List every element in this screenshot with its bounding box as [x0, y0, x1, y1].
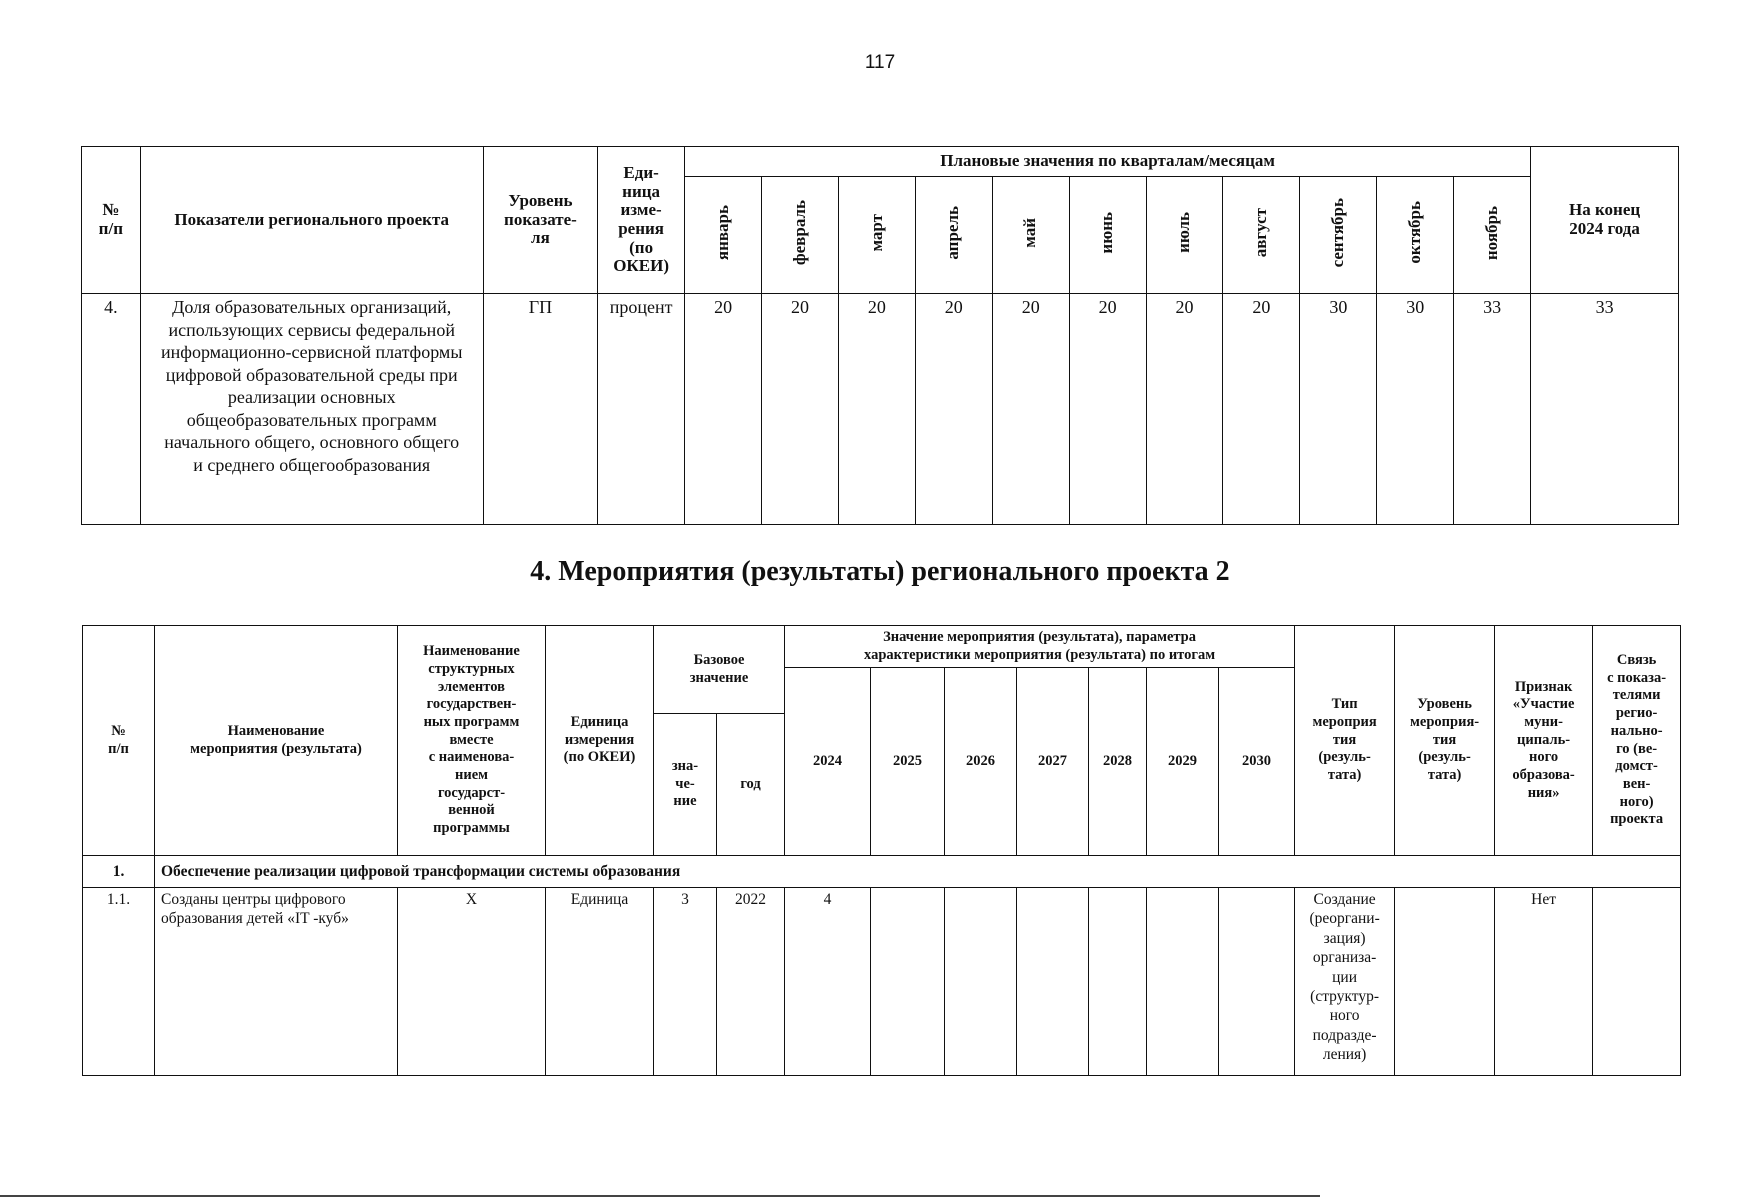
header-level: Уровень мероприя- тия (резуль- тата) [1395, 626, 1495, 856]
header-end: На конец 2024 года [1531, 147, 1679, 294]
header-base-group: Базовое значение [654, 626, 785, 714]
cell-unit: Единица [546, 888, 654, 1076]
header-year: 2026 [945, 668, 1017, 856]
cell-year-value [871, 888, 945, 1076]
header-month: октябрь [1377, 177, 1454, 294]
header-month: март [838, 177, 915, 294]
header-month: ноябрь [1454, 177, 1531, 294]
header-month: август [1223, 177, 1300, 294]
cell-num: 1.1. [83, 888, 155, 1076]
header-month: июль [1146, 177, 1223, 294]
indicators-table [81, 146, 1679, 525]
cell-month-value: 20 [992, 294, 1069, 525]
section-title: 4. Мероприятия (результаты) регионального проекта 2 [530, 556, 1230, 587]
cell-end-value: 33 [1531, 294, 1679, 525]
header-base-value: зна- че- ние [654, 714, 717, 856]
cell-year-value [1089, 888, 1147, 1076]
header-num: № п/п [83, 626, 155, 856]
activities-table [82, 625, 1681, 1076]
header-year: 2024 [785, 668, 871, 856]
cell-month-value: 20 [1223, 294, 1300, 525]
cell-year-value [1017, 888, 1089, 1076]
cell-month-value: 33 [1454, 294, 1531, 525]
table-row [82, 294, 1679, 525]
cell-municipal: Нет [1495, 888, 1593, 1076]
cell-month-value: 20 [838, 294, 915, 525]
cell-base-year: 2022 [717, 888, 785, 1076]
header-month: апрель [915, 177, 992, 294]
cell-month-value: 30 [1377, 294, 1454, 525]
header-name: Наименование мероприятия (результата) [155, 626, 398, 856]
cell-month-value: 20 [1069, 294, 1146, 525]
header-level: Уровень показате- ля [483, 147, 597, 294]
header-unit: Еди- ница изме- рения (по ОКЕИ) [598, 147, 685, 294]
header-link: Связь с показа- телями регио- нально- го (ве- домст- вен- ного) проекта [1593, 626, 1681, 856]
header-year: 2027 [1017, 668, 1089, 856]
header-base-year: год [717, 714, 785, 856]
cell-num: 4. [82, 294, 141, 525]
cell-level: ГП [483, 294, 597, 525]
cell-month-value: 20 [1146, 294, 1223, 525]
cell-month-value: 20 [685, 294, 762, 525]
footer-divider [0, 1195, 1320, 1197]
header-month: май [992, 177, 1069, 294]
page-number: 117 [864, 52, 896, 73]
header-month: июнь [1069, 177, 1146, 294]
cell-month-value: 30 [1300, 294, 1377, 525]
cell-month-value: 20 [762, 294, 839, 525]
cell-level [1395, 888, 1495, 1076]
cell-name: Созданы центры цифрового образования детей «IT -куб» [155, 888, 398, 1076]
header-year: 2029 [1147, 668, 1219, 856]
header-values-group: Значение мероприятия (результата), параметра характеристики мероприятия (результата) по итогам [785, 626, 1295, 668]
cell-base-value: 3 [654, 888, 717, 1076]
cell-indicator: Доля образовательных организаций, использующих сервисы федеральной информационно-сервисной платформы цифровой образовательной среды при реализации основных общеобразовательных программ начального общего, основного общего и среднего общегообразования [140, 294, 483, 525]
cell-year-value [945, 888, 1017, 1076]
section-title-cell: Обеспечение реализации цифровой трансформации системы образования [155, 856, 1681, 888]
cell-year-value [1147, 888, 1219, 1076]
header-month: февраль [762, 177, 839, 294]
header-month: сентябрь [1300, 177, 1377, 294]
header-plan-group: Плановые значения по кварталам/месяцам [685, 147, 1531, 177]
header-indicator: Показатели регионального проекта [140, 147, 483, 294]
cell-year-value: 4 [785, 888, 871, 1076]
header-unit: Единица измерения (по ОКЕИ) [546, 626, 654, 856]
header-year: 2025 [871, 668, 945, 856]
header-num: № п/п [82, 147, 141, 294]
section-num: 1. [83, 856, 155, 888]
section-row [83, 856, 1681, 888]
header-month: январь [685, 177, 762, 294]
header-type: Тип мероприя тия (резуль- тата) [1295, 626, 1395, 856]
cell-year-value [1219, 888, 1295, 1076]
cell-type: Создание (реоргани- зация) организа- ции (структур- ного подразде- ления) [1295, 888, 1395, 1076]
header-municipal: Признак «Участие муни- ципаль- ного образова- ния» [1495, 626, 1593, 856]
table-row [83, 888, 1681, 1076]
cell-unit: процент [598, 294, 685, 525]
cell-month-value: 20 [915, 294, 992, 525]
header-year: 2030 [1219, 668, 1295, 856]
cell-structural: X [398, 888, 546, 1076]
cell-link [1593, 888, 1681, 1076]
header-structural: Наименование структурных элементов государствен- ных программ вместе с наименова- нием государст- венной программы [398, 626, 546, 856]
header-year: 2028 [1089, 668, 1147, 856]
